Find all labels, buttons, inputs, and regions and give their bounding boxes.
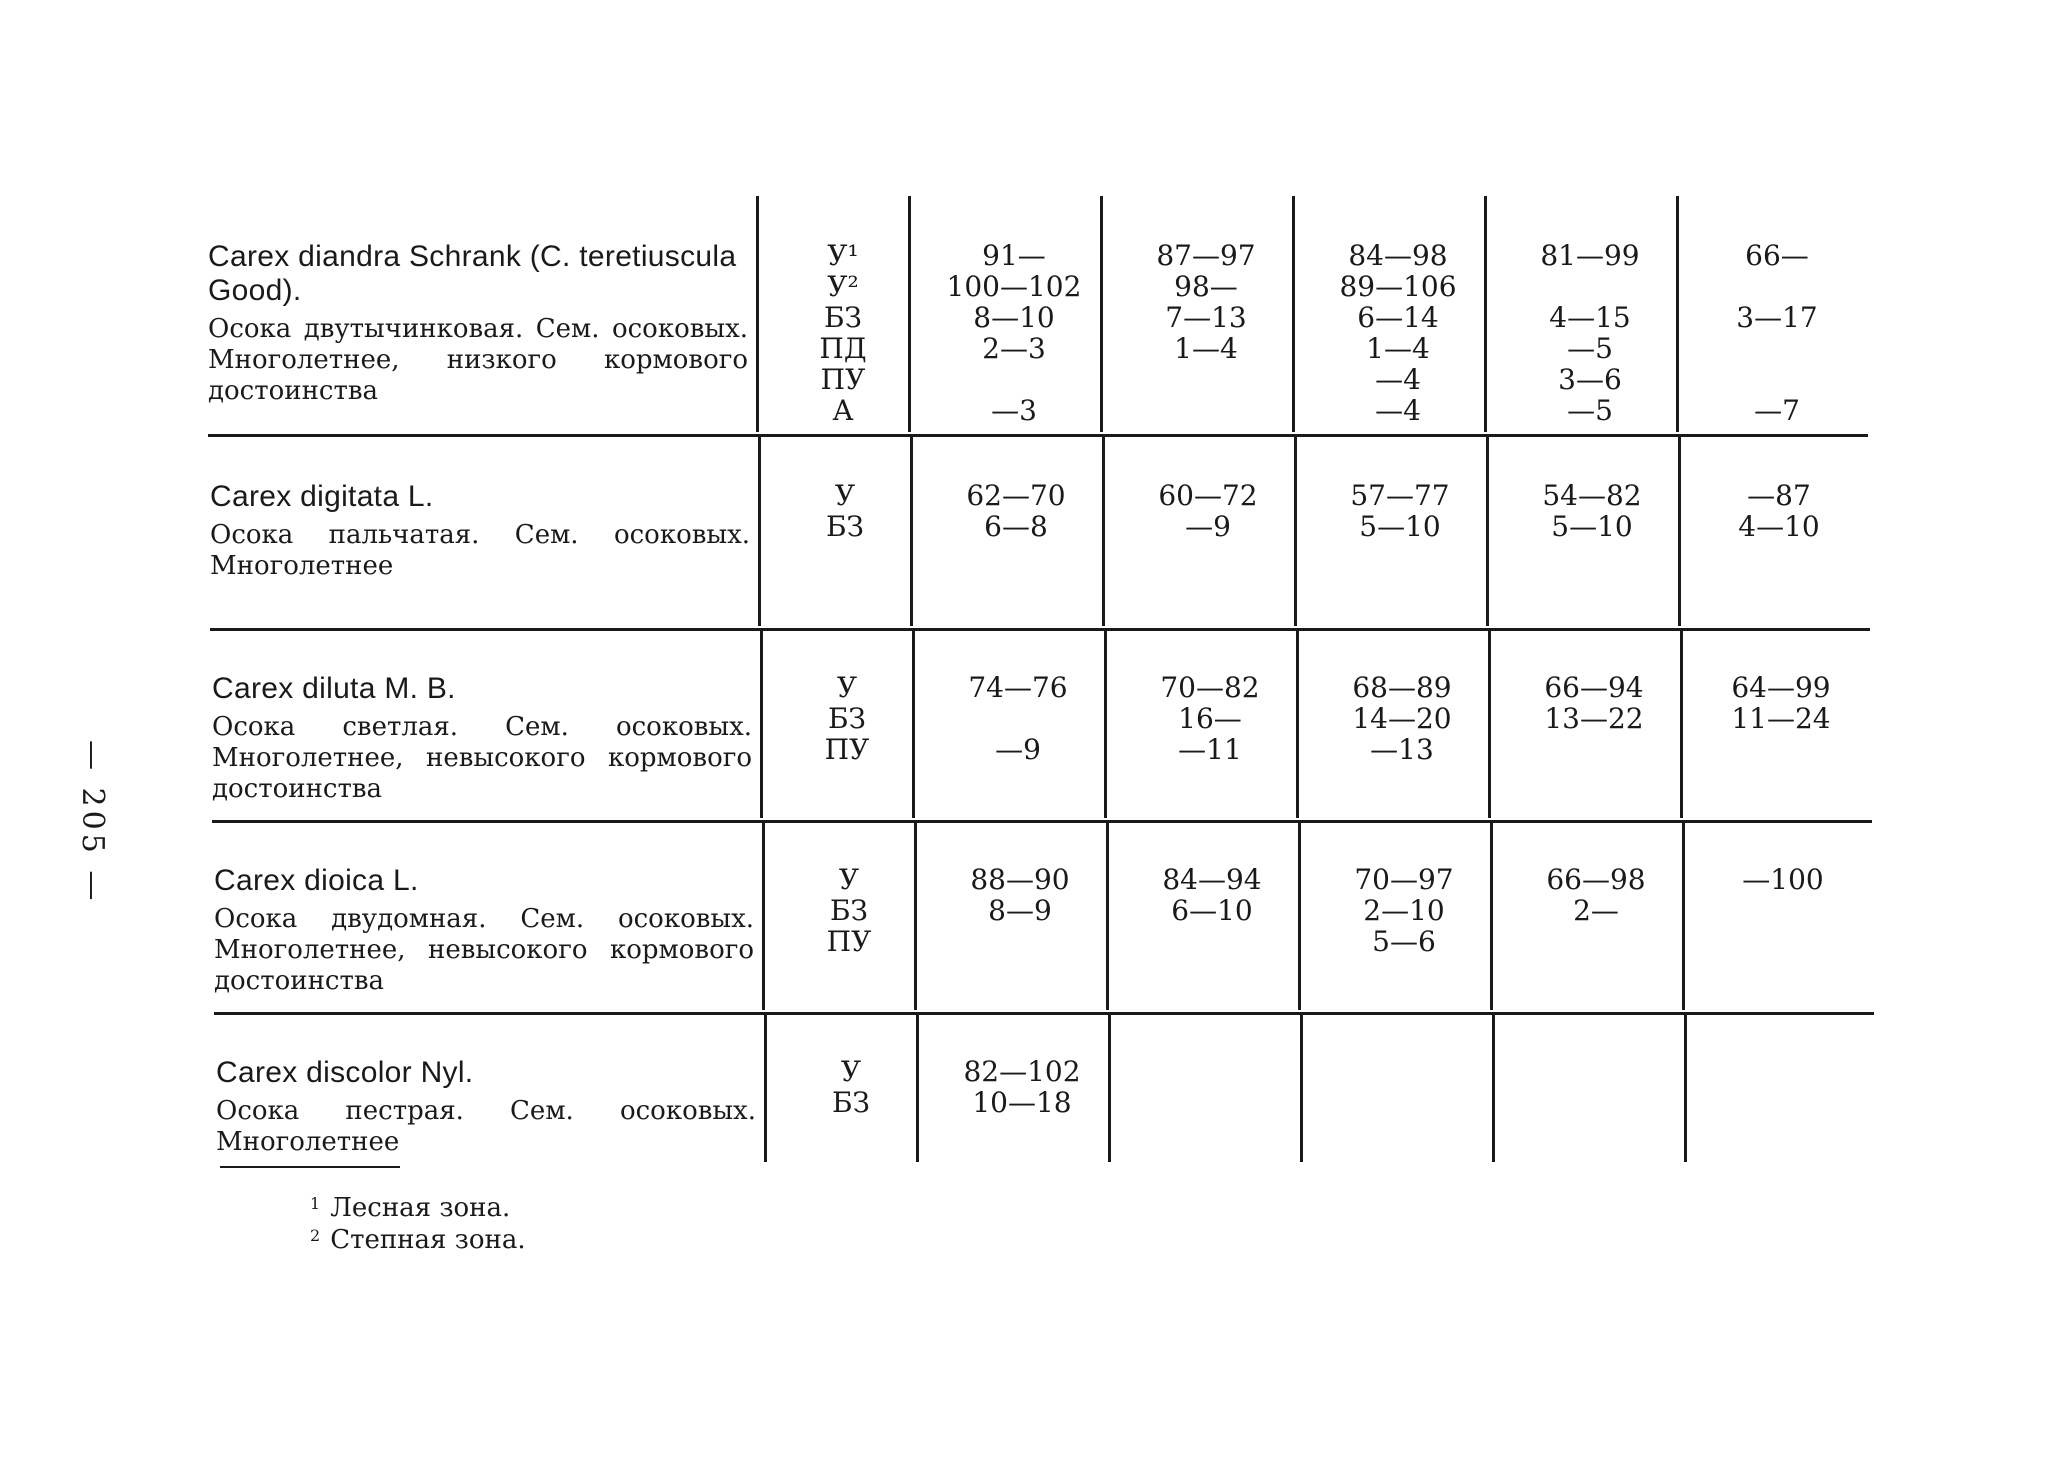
column-rule	[1676, 196, 1679, 432]
column-rule	[762, 820, 765, 1010]
value-range: —13	[1370, 733, 1434, 766]
value-range	[1692, 895, 1874, 926]
value-range: 8—10	[973, 301, 1055, 334]
value-range: —7	[1754, 394, 1800, 427]
value-range	[1686, 271, 1868, 302]
value-range: 14—20	[1352, 702, 1452, 735]
value-range: 68—89	[1352, 671, 1452, 704]
value-cell	[1686, 240, 1868, 426]
footnote-divider	[220, 1166, 400, 1168]
value-range: 82—102	[963, 1055, 1081, 1088]
value-range	[1686, 333, 1868, 364]
russian-description: Осока пестрая. Сем. осоковых. Многолетнее	[216, 1096, 756, 1157]
value-range	[1310, 1087, 1502, 1118]
indicator-label: БЗ	[825, 510, 865, 543]
value-cell	[1692, 864, 1874, 957]
column-rule	[908, 196, 911, 432]
value-cell	[1304, 480, 1496, 542]
column-rule	[1484, 196, 1487, 432]
value-cell	[1500, 864, 1692, 957]
indicator-label: У²	[827, 270, 859, 303]
value-range: 5—10	[1551, 510, 1633, 543]
value-range: 3—17	[1736, 301, 1818, 334]
russian-description: Осока светлая. Сем. осоковых. Многолетнее, невысокого кормового достоинства	[212, 712, 752, 804]
value-range: 81—99	[1540, 239, 1640, 272]
indicator-label: У	[836, 671, 858, 704]
value-cell	[1118, 1056, 1310, 1118]
value-cell	[922, 672, 1114, 765]
indicator-label: У	[834, 479, 856, 512]
russian-description: Осока двудомная. Сем. осоковых. Многолетнее, невысокого кормового достоинства	[214, 904, 754, 996]
value-range: 8—9	[988, 894, 1052, 927]
value-range: 70—82	[1160, 671, 1260, 704]
indicator-label: БЗ	[831, 1086, 871, 1119]
value-range: 74—76	[968, 671, 1068, 704]
column-rule	[1292, 196, 1295, 432]
value-range: 6—10	[1171, 894, 1253, 927]
species-row	[214, 820, 1874, 1010]
value-range	[924, 926, 1116, 957]
value-range: 89—106	[1339, 270, 1457, 303]
column-rule	[1492, 1012, 1495, 1162]
value-range	[918, 364, 1110, 395]
value-range: —100	[1742, 863, 1824, 896]
indicator-label: ПД	[819, 332, 867, 365]
column-rule	[1104, 628, 1107, 818]
indicator-label: ПУ	[826, 925, 872, 958]
column-rule	[1678, 436, 1681, 626]
value-range	[1502, 1056, 1694, 1087]
latin-name: Carex digitata L.	[210, 480, 434, 513]
latin-name: Carex diluta M. B.	[212, 672, 456, 705]
value-range: 3—6	[1558, 363, 1622, 396]
value-cell	[920, 480, 1112, 542]
species-name-block	[216, 1056, 756, 1158]
value-range: 84—98	[1348, 239, 1448, 272]
value-range: 66—	[1745, 239, 1809, 272]
value-range	[1694, 1087, 1876, 1118]
indicator-label: А	[832, 394, 854, 427]
latin-name: Carex discolor Nyl.	[216, 1056, 474, 1089]
indicator-cell	[768, 240, 918, 426]
value-range	[1118, 1056, 1310, 1087]
value-cell	[1502, 1056, 1694, 1118]
value-range: 54—82	[1542, 479, 1642, 512]
value-range	[1694, 1056, 1876, 1087]
value-range	[1500, 926, 1692, 957]
species-row	[216, 1012, 1876, 1162]
russian-description: Осока двутычинковая. Сем. осоковых. Многолетнее, низкого кормового достоинства	[208, 314, 748, 406]
value-cell	[1308, 864, 1500, 957]
value-cell	[1690, 672, 1872, 765]
value-range: —5	[1567, 332, 1613, 365]
value-range: —4	[1375, 394, 1421, 427]
species-name-block	[214, 864, 754, 997]
species-name-block	[212, 672, 752, 805]
value-range	[1110, 364, 1302, 395]
column-rule	[1100, 196, 1103, 432]
value-range: 7—13	[1165, 301, 1247, 334]
value-cell	[1114, 672, 1306, 765]
value-range: 16—	[1178, 702, 1242, 735]
footnote-2-mark: 2	[310, 1226, 321, 1245]
indicator-cell	[772, 672, 922, 765]
value-range: —4	[1375, 363, 1421, 396]
value-range	[1494, 271, 1686, 302]
column-rule	[1108, 1012, 1111, 1162]
value-range: 6—14	[1357, 301, 1439, 334]
value-cell	[926, 1056, 1118, 1118]
value-cell	[1496, 480, 1688, 542]
value-range: 2—10	[1363, 894, 1445, 927]
indicator-cell	[770, 480, 920, 542]
value-cell	[1112, 480, 1304, 542]
indicator-label: ПУ	[820, 363, 866, 396]
footnote-2	[310, 1220, 526, 1256]
indicator-label: БЗ	[829, 894, 869, 927]
value-range: 4—15	[1549, 301, 1631, 334]
species-name-block	[210, 480, 750, 582]
footnote-1	[310, 1188, 510, 1224]
value-cell	[1498, 672, 1690, 765]
column-rule	[1294, 436, 1297, 626]
column-rule	[1106, 820, 1109, 1010]
column-rule	[760, 628, 763, 818]
value-range	[1110, 395, 1302, 426]
value-range: —9	[1185, 510, 1231, 543]
value-range: 62—70	[966, 479, 1066, 512]
species-row	[212, 628, 1872, 818]
value-range: —9	[995, 733, 1041, 766]
value-cell	[1310, 1056, 1502, 1118]
value-range: 60—72	[1158, 479, 1258, 512]
value-range: 91—	[982, 239, 1046, 272]
value-range	[1690, 734, 1872, 765]
latin-name: Carex dioica L.	[214, 864, 419, 897]
value-range: 87—97	[1156, 239, 1256, 272]
value-range: 66—98	[1546, 863, 1646, 896]
indicator-label: БЗ	[823, 301, 863, 334]
value-cell	[1306, 672, 1498, 765]
indicator-label: У	[840, 1055, 862, 1088]
value-range: —5	[1567, 394, 1613, 427]
column-rule	[1296, 628, 1299, 818]
column-rule	[912, 628, 915, 818]
page-number: — 205 —	[75, 740, 110, 905]
value-range	[922, 703, 1114, 734]
value-range: 2—	[1573, 894, 1619, 927]
indicator-cell	[776, 1056, 926, 1118]
value-range	[1692, 926, 1874, 957]
footnote-1-mark: 1	[310, 1194, 321, 1213]
value-range	[1502, 1087, 1694, 1118]
value-range: 11—24	[1731, 702, 1831, 735]
column-rule	[1298, 820, 1301, 1010]
value-cell	[1494, 240, 1686, 426]
column-rule	[1486, 436, 1489, 626]
column-rule	[916, 1012, 919, 1162]
value-range	[1686, 364, 1868, 395]
value-range: 13—22	[1544, 702, 1644, 735]
value-cell	[1688, 480, 1870, 542]
column-rule	[1300, 1012, 1303, 1162]
value-range: 88—90	[970, 863, 1070, 896]
value-cell	[1694, 1056, 1876, 1118]
value-range: 84—94	[1162, 863, 1262, 896]
species-row	[210, 436, 1870, 626]
value-range: 10—18	[972, 1086, 1072, 1119]
species-row	[208, 196, 1868, 432]
value-cell	[1116, 864, 1308, 957]
indicator-label: ПУ	[824, 733, 870, 766]
value-range: 1—4	[1366, 332, 1430, 365]
latin-name: Carex diandra Schrank (C. teretiuscula Good).	[208, 240, 737, 307]
value-range: 66—94	[1544, 671, 1644, 704]
column-rule	[1680, 628, 1683, 818]
value-range	[1116, 926, 1308, 957]
species-name-block	[208, 240, 748, 407]
column-rule	[1102, 436, 1105, 626]
indicator-cell	[774, 864, 924, 957]
value-range: 64—99	[1731, 671, 1831, 704]
value-range: 5—10	[1359, 510, 1441, 543]
footnote-1-text: Лесная зона.	[330, 1193, 511, 1223]
value-range: 5—6	[1372, 925, 1436, 958]
russian-description: Осока пальчатая. Сем. осоковых. Многолетнее	[210, 520, 750, 581]
value-range: 98—	[1174, 270, 1238, 303]
value-range: 100—102	[946, 270, 1082, 303]
column-rule	[758, 436, 761, 626]
indicator-label: У	[838, 863, 860, 896]
indicator-label: БЗ	[827, 702, 867, 735]
value-cell	[1302, 240, 1494, 426]
value-range: 57—77	[1350, 479, 1450, 512]
value-range: 1—4	[1174, 332, 1238, 365]
column-rule	[910, 436, 913, 626]
value-range: 2—3	[982, 332, 1046, 365]
value-range: —3	[991, 394, 1037, 427]
column-rule	[914, 820, 917, 1010]
value-range	[1310, 1056, 1502, 1087]
value-range	[1118, 1087, 1310, 1118]
column-rule	[1490, 820, 1493, 1010]
indicator-label: У¹	[827, 239, 859, 272]
value-range: 6—8	[984, 510, 1048, 543]
value-range: 70—97	[1354, 863, 1454, 896]
value-range: —11	[1178, 733, 1242, 766]
footnote-2-text: Степная зона.	[330, 1225, 526, 1255]
column-rule	[1684, 1012, 1687, 1162]
value-range: —87	[1747, 479, 1811, 512]
value-range: 4—10	[1738, 510, 1820, 543]
value-cell	[1110, 240, 1302, 426]
value-cell	[924, 864, 1116, 957]
column-rule	[1682, 820, 1685, 1010]
value-cell	[918, 240, 1110, 426]
column-rule	[764, 1012, 767, 1162]
column-rule	[1488, 628, 1491, 818]
column-rule	[756, 196, 759, 432]
value-range	[1498, 734, 1690, 765]
